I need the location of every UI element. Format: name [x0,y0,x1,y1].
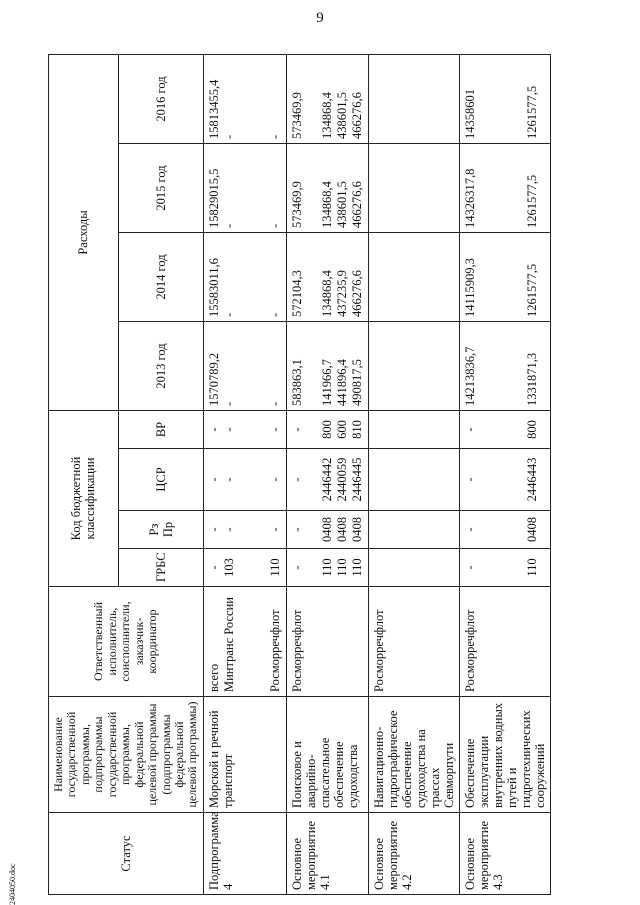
cell-value: 103 [221,558,236,577]
cell-value: - [221,134,236,139]
cell-value: 14115909,3 [462,258,477,317]
budget-table [48,54,551,895]
executor-line: Росморречфлот [289,609,304,692]
cell-value: - [267,134,282,139]
cell-value: 2446442 [319,457,334,502]
cell-value: - [221,312,236,317]
row-status: Основное мероприятие 4.2 [368,813,459,895]
cell-value: 0408 [524,517,539,542]
row-2015 [368,144,459,233]
row-2015 [203,144,286,233]
cell-value: 14213836,7 [462,346,477,406]
row-name: Навигационно-гидрографическое обеспечение судоходства на трассах Севморпути [368,697,459,813]
cell-value: - [221,401,236,406]
row-2014 [368,233,459,322]
header-budget-code: Код бюджетной классификации [49,411,119,587]
cell-value: 141966,7 [319,359,334,406]
cell-value: 1261577,5 [524,85,539,139]
cell-value: - [221,223,236,228]
cell-value: - [221,477,236,482]
cell-value: 800 [524,420,539,439]
executor-line: Росморречфлот [267,609,282,692]
cell-value: - [206,427,221,432]
cell-value: 0408 [349,517,364,542]
cell-value: 1261577,5 [524,263,539,317]
executor-line: всего [206,663,221,692]
cell-value: - [267,527,282,532]
row-grbs [459,549,550,587]
row-status: Основное мероприятие 4.1 [286,813,368,895]
cell-value: 110 [349,558,364,577]
cell-value: - [206,527,221,532]
cell-value: 110 [319,558,334,577]
header-name: Наименование государственной программы, подпрограммы государственной программы, федеральной целевой программы (подпрограммы федеральной целевой программы) [49,697,204,813]
cell-value: 134868,4 [319,270,334,317]
executor-line: Росморречфлот [462,609,477,692]
table-row [368,55,459,895]
row-vr [286,411,368,449]
row-2016 [286,55,368,144]
page-number: 9 [316,10,324,26]
cell-value: 600 [334,420,349,439]
cell-value: - [289,427,304,432]
cell-value: - [289,565,304,570]
row-status: Подпрограмма 4 [203,813,286,895]
row-rzpr [368,511,459,549]
cell-value: - [289,477,304,482]
cell-value: 1570789,2 [206,352,221,406]
cell-value: 800 [319,420,334,439]
cell-value: 15813455,4 [206,79,221,139]
cell-value: - [462,527,477,532]
row-name: Обеспечение эксплуатации внутренних водных путей и гидротехнических сооружений [459,697,550,813]
row-csr [459,449,550,511]
header-status: Статус [49,813,204,895]
row-2016 [368,55,459,144]
header-csr: ЦСР [118,449,203,511]
cell-value: 134868,4 [319,92,334,139]
cell-value: 15583011,6 [206,258,221,317]
cell-value: 437235,9 [334,270,349,317]
cell-value: 441896,4 [334,359,349,406]
cell-value: 1261577,5 [524,174,539,228]
row-2013 [286,322,368,411]
cell-value: 110 [334,558,349,577]
cell-value: 15829015,5 [206,168,221,228]
row-vr [368,411,459,449]
cell-value: 14326317,8 [462,168,477,228]
cell-value: - [462,565,477,570]
row-grbs [286,549,368,587]
row-rzpr [286,511,368,549]
cell-value: - [267,223,282,228]
cell-value: - [267,477,282,482]
cell-value: 466276,6 [349,181,364,228]
cell-value: 490817,5 [349,359,364,406]
row-status: Основное мероприятие 4.3 [459,813,550,895]
header-expenses: Расходы [49,55,119,411]
header-rzpr: Рз Пр [118,511,203,549]
table-row [286,55,368,895]
cell-value: 572104,3 [289,270,304,317]
table-row [459,55,550,895]
cell-value: 0408 [319,517,334,542]
row-grbs [203,549,286,587]
row-2013 [459,322,550,411]
row-executor [459,587,550,697]
cell-value: 2446445 [349,457,364,502]
cell-value: 583863,1 [289,359,304,406]
row-csr [368,449,459,511]
cell-value: 0408 [334,517,349,542]
header-row-1 [49,55,119,895]
executor-line: Росморречфлот [371,609,386,692]
cell-value: 1331871,3 [524,352,539,406]
cell-value: 110 [267,558,282,577]
row-2016 [203,55,286,144]
cell-value: - [462,427,477,432]
row-2015 [286,144,368,233]
cell-value: 466276,6 [349,270,364,317]
cell-value: 110 [524,558,539,577]
row-2014 [286,233,368,322]
row-executor [368,587,459,697]
cell-value: - [462,477,477,482]
header-grbs: ГРБС [118,549,203,587]
executor-line: Минтранс России [221,597,236,692]
header-executor: Ответственный исполнитель, соисполнители, заказчик-координатор [49,587,204,697]
cell-value: - [221,427,236,432]
cell-value: - [221,527,236,532]
row-grbs [368,549,459,587]
file-label: 2404050.doc [8,863,17,905]
header-2013: 2013 год [118,322,203,411]
cell-value: 438601,5 [334,181,349,228]
header-2014: 2014 год [118,233,203,322]
cell-value: 810 [349,420,364,439]
cell-value: 134868,4 [319,181,334,228]
row-rzpr [203,511,286,549]
cell-value: - [267,401,282,406]
cell-value: - [289,527,304,532]
row-2014 [203,233,286,322]
row-2016 [459,55,550,144]
cell-value: - [206,565,221,570]
cell-value: 573469,9 [289,92,304,139]
row-executor [203,587,286,697]
row-2014 [459,233,550,322]
row-2015 [459,144,550,233]
row-2013 [203,322,286,411]
header-2015: 2015 год [118,144,203,233]
cell-value: 466276,6 [349,92,364,139]
header-2016: 2016 год [118,55,203,144]
row-csr [203,449,286,511]
cell-value: - [267,312,282,317]
cell-value: - [267,427,282,432]
row-executor [286,587,368,697]
rotated-table-container [48,55,608,895]
header-vr: ВР [118,411,203,449]
cell-value: 14358601 [462,89,477,139]
row-name: Поисковое и аварийно-спасательное обеспечение судоходства [286,697,368,813]
cell-value: 438601,5 [334,92,349,139]
cell-value: - [206,477,221,482]
row-vr [203,411,286,449]
row-2013 [368,322,459,411]
cell-value: 2446443 [524,457,539,502]
cell-value: 573469,9 [289,181,304,228]
row-csr [286,449,368,511]
cell-value: 2440059 [334,457,349,502]
row-name: Морской и речной транспорт [203,697,286,813]
row-rzpr [459,511,550,549]
table-row [203,55,286,895]
row-vr [459,411,550,449]
